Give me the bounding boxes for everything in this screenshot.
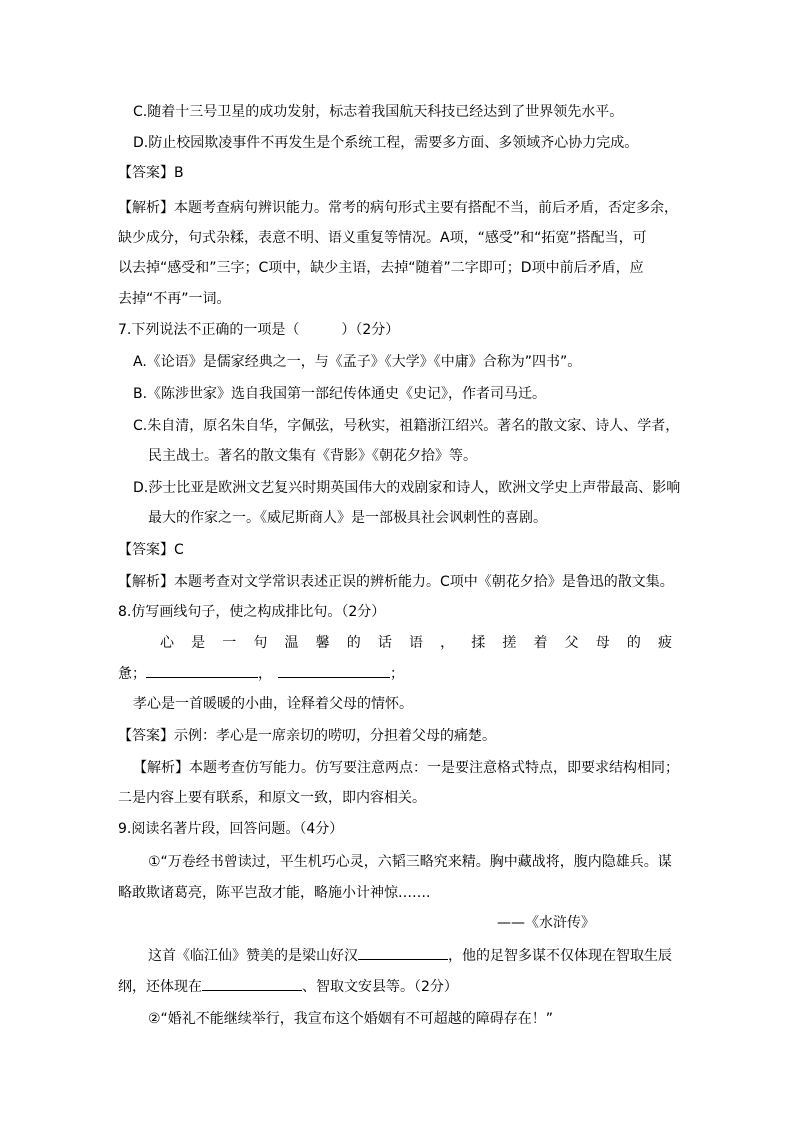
q8-blank-2[interactable] xyxy=(278,663,390,678)
q8-sentence-start: 惫； xyxy=(118,666,146,682)
q8-sentence-mid: ， xyxy=(258,666,272,682)
q7-option-c-line-2: 民主战士。著名的散文集有《背影》《朝花夕拾》等。 xyxy=(148,448,477,464)
q6-analysis-line-4: 去掉“不再”一词。 xyxy=(118,291,231,307)
q6-answer: 【答案】B xyxy=(118,165,184,181)
q9-quote-line-2: 略敢欺诸葛亮，陈平岂敌才能，略施小计神惊……. xyxy=(118,885,431,901)
q7-option-d-line-1: D.莎士比亚是欧洲文艺复兴时期英国伟大的戏剧家和诗人，欧洲文学史上声带最高、影响 xyxy=(133,480,681,496)
q9-quote-2: ②“婚礼不能继续举行，我宣布这个婚姻有不可超越的障碍存在！” xyxy=(148,1011,554,1027)
q9-quote-line-1: ①“万卷经书曾读过，平生机巧心灵，六韬三略究来精。胸中藏战将，腹内隐雄兵。谋 xyxy=(148,854,672,870)
q9-blank-1[interactable] xyxy=(358,945,448,960)
q7-analysis: 【解析】本题考查对文学常识表述正误的辨析能力。C项中《朝花夕拾》是鲁迅的散文集。 xyxy=(118,574,674,590)
q8-sentence-end: ； xyxy=(390,666,404,682)
q7-option-b: B.《陈涉世家》选自我国第一部纪传体通史《史记》，作者司马迁。 xyxy=(133,386,547,402)
q6-option-d: D.防止校园欺凌事件不再发生是个系统工程，需要多方面、多领域齐心协力完成。 xyxy=(133,135,639,151)
q8-stem: 8.仿写画线句子，使之构成排比句。（2分） xyxy=(118,604,386,620)
q8-blank-1[interactable] xyxy=(146,663,258,678)
q8-analysis-line-2: 二是内容上要有联系，和原文一致，即内容相关。 xyxy=(118,790,426,806)
q8-analysis-line-1: 【解析】本题考查仿写能力。仿写要注意两点：一是要注意格式特点，即要求结构相同； xyxy=(133,760,679,776)
q8-sentence-line-3: 孝心是一首暖暖的小曲，诠释着父母的情怀。 xyxy=(133,696,413,712)
q6-analysis-line-1: 【解析】本题考查病句辨识能力。常考的病句形式主要有搭配不当，前后矛盾，否定多余， xyxy=(118,200,678,216)
q9-question-line-2 xyxy=(118,976,458,997)
q8-sentence-line-1: 心是一句温馨的话语，揉搓着父母的疲 xyxy=(160,635,674,651)
q7-option-a: A.《论语》是儒家经典之一，与《孟子》《大学》《中庸》合称为”四书”。 xyxy=(133,354,582,370)
q9-stem: 9.阅读名著片段，回答问题。（4分） xyxy=(118,821,344,837)
q6-analysis-line-2: 缺少成分，句式杂糅，表意不明、语义重复等情况。A项，“感受”和“拓宽”搭配当，可 xyxy=(118,230,647,246)
q8-sentence-line-2 xyxy=(118,663,404,684)
q9-source: ——《水浒传》 xyxy=(497,915,595,931)
q6-option-c: C.随着十三号卫星的成功发射，标志着我国航天科技已经达到了世界领先水平。 xyxy=(133,104,624,120)
q8-answer: 【答案】示例：孝心是一席亲切的唠叨，分担着父母的痛楚。 xyxy=(118,728,496,744)
q7-answer: 【答案】C xyxy=(118,542,184,558)
q9-blank-2[interactable] xyxy=(202,976,302,991)
q7-option-d-line-2: 最大的作家之一。《威尼斯商人》是一部极具社会讽刺性的喜剧。 xyxy=(148,510,547,526)
q9-question-2-a: 纲，还体现在 xyxy=(118,979,202,995)
q7-option-c-line-1: C.朱自清，原名朱自华，字佩弦，号秋实，祖籍浙江绍兴。著名的散文家、诗人、学者， xyxy=(133,418,680,434)
q9-question-2-b: 、智取文安县等。（2分） xyxy=(302,979,458,995)
q6-analysis-line-3: 以去掉“感受和”三字；C项中，缺少主语，去掉“随着”二字即可；D项中前后矛盾，应 xyxy=(118,260,644,276)
q9-question-1-a: 这首《临江仙》赞美的是梁山好汉 xyxy=(148,948,358,964)
q9-question-line-1 xyxy=(148,945,672,966)
q9-question-1-b: ，他的足智多谋不仅体现在智取生辰 xyxy=(448,948,672,964)
q7-stem: 7.下列说法不正确的一项是（ ）（2分） xyxy=(118,322,400,338)
